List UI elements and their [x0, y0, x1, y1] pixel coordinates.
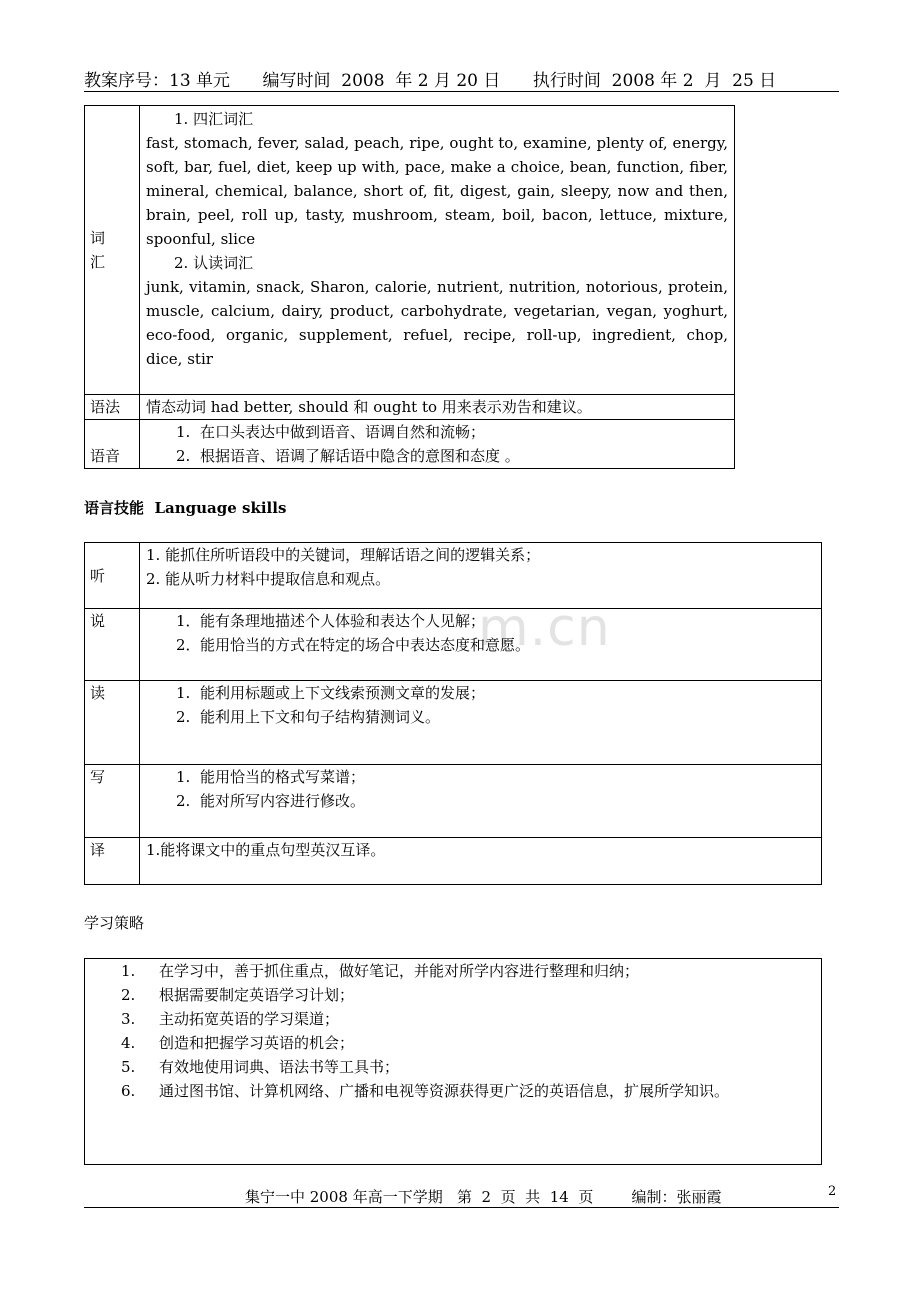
header-rule [84, 91, 839, 92]
vocab-subheading-1: 1. 四汇词汇 [174, 110, 254, 128]
speaking-content [140, 609, 822, 681]
row-label-vocab: 词 汇 [85, 106, 140, 395]
row-label-reading: 读 [85, 681, 140, 765]
strategy-content [85, 959, 822, 1165]
reading-content [140, 681, 822, 765]
row-label-pronunciation: 语音 [85, 420, 140, 469]
writing-content [140, 765, 822, 838]
vocab-table [84, 105, 735, 469]
vocab-subheading-2: 2. 认读词汇 [174, 254, 254, 272]
list-item: 2．能用恰当的方式在特定的场合中表达态度和意愿。 [176, 636, 531, 654]
page-footer: 集宁一中 2008 年高一下学期 第 2 页 共 14 页 编制：张丽霞 [245, 1188, 722, 1206]
list-item: 1．能有条理地描述个人体验和表达个人见解； [176, 612, 486, 630]
list-item: 1. 在学习中，善于抓住重点，做好笔记，并能对所学内容进行整理和归纳； [121, 962, 640, 980]
vocab-list-1: fast, stomach, fever, salad, peach, ripe, ought to, examine, plenty of, energy, soft, bar, fuel, diet, keep up with, pace, make a choice, bean, function, fiber, mineral, chemical, balance, short of, fit, digest, gain, sleepy, now and then, brain, peel, roll up, tasty, mushroom, steam, boil, bacon, lettuce, mixture, spoonful, slice [146, 134, 728, 248]
row-label-writing: 写 [85, 765, 140, 838]
listening-content [140, 543, 822, 609]
skill-row-listening [85, 543, 822, 609]
list-item: 1. 能利用标题或上下文线索预测文章的发展； [176, 684, 486, 702]
row-label-translation: 译 [85, 838, 140, 885]
skill-row-reading [85, 681, 822, 765]
list-item: 2. 能从听力材料中提取信息和观点。 [146, 570, 391, 588]
list-item: 2. 能利用上下文和句子结构猜测词义。 [176, 708, 441, 726]
skills-table [84, 542, 822, 885]
pronunciation-row [85, 420, 735, 469]
vocab-list-2: junk, vitamin, snack, Sharon, calorie, nutrient, nutrition, notorious, protein, muscle, calcium, dairy, product, carbohydrate, vegetarian, vegan, yoghurt, eco-food, organic, supplement, refuel, recipe, roll-up, ingredient, chop, dice, stir [146, 278, 728, 368]
strategy-row [85, 959, 822, 1165]
strategy-table [84, 958, 822, 1165]
vocab-content [140, 106, 735, 395]
list-item: 3. 主动拓宽英语的学习渠道； [121, 1010, 340, 1028]
row-label-speaking: 说 [85, 609, 140, 681]
page-header: 教案序号：13 单元 编写时间 2008 年 2 月 20 日 执行时间 2008 年 2 月 25 日 [84, 71, 777, 91]
list-item: 2. 能对所写内容进行修改。 [176, 792, 366, 810]
skill-row-writing [85, 765, 822, 838]
list-item: 5. 有效地使用词典、语法书等工具书； [121, 1058, 400, 1076]
grammar-text: 情态动词 had better, should 和 ought to 用来表示劝告和建议。 [140, 395, 735, 420]
watermark: m.cn [478, 598, 611, 658]
list-item: 1. 能用恰当的格式写菜谱； [176, 768, 366, 786]
row-label-grammar: 语法 [85, 395, 140, 420]
pronunciation-content [140, 420, 735, 469]
list-item: 2. 根据需要制定英语学习计划； [121, 986, 355, 1004]
vocab-row [85, 106, 735, 395]
list-item: 4. 创造和把握学习英语的机会； [121, 1034, 355, 1052]
page-number: 2 [828, 1184, 837, 1199]
strategy-section-title: 学习策略 [84, 914, 145, 932]
skill-row-translation [85, 838, 822, 885]
list-item: 2. 根据语音、语调了解话语中隐含的意图和态度 。 [176, 447, 520, 465]
grammar-row [85, 395, 735, 420]
skill-row-speaking [85, 609, 822, 681]
row-label-listening: 听 [85, 543, 140, 609]
footer-rule [84, 1207, 839, 1208]
list-item: 6. 通过图书馆、计算机网络、广播和电视等资源获得更广泛的英语信息，扩展所学知识。 [121, 1082, 730, 1100]
list-item: 1. 在口头表达中做到语音、语调自然和流畅； [176, 423, 486, 441]
skills-section-title: 语言技能 Language skills [84, 499, 287, 517]
list-item: 1. 能抓住所听语段中的关键词，理解话语之间的逻辑关系； [146, 546, 541, 564]
translation-text: 1.能将课文中的重点句型英汉互译。 [140, 838, 822, 885]
